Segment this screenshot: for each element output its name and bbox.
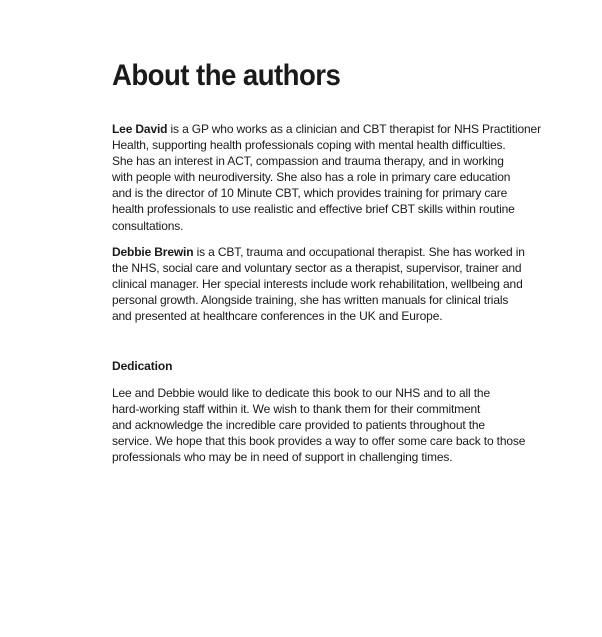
dedication-text [112,385,544,465]
dedication-line: professionals who may be in need of support in challenging times. [112,450,453,465]
bio-line-text: is a CBT, trauma and occupational therapist. She has worked in [193,245,525,259]
dedication-line: Lee and Debbie would like to dedicate this book to our NHS and to all the [112,386,490,400]
bio-line: consultations. [112,218,184,233]
author-name: Debbie Brewin [112,245,194,259]
page-title: About the authors [112,59,341,92]
bio-line: and is the director of 10 Minute CBT, which provides training for primary care [112,186,508,201]
bio-line: health professionals to use realistic and effective brief CBT skills within routine [112,202,515,217]
dedication-line: hard-working staff within it. We wish to thank them for their commitment [112,402,481,417]
bio-line: with people with neurodiversity. She also has a role in primary care education [112,170,511,185]
bio-line-text: is a GP who works as a clinician and CBT therapist for NHS Practitioner [167,122,541,136]
dedication-heading: Dedication [112,359,173,373]
bio-line: the NHS, social care and voluntary sector as a therapist, supervisor, trainer and [112,261,522,276]
bio-line: She has an interest in ACT, compassion and trauma therapy, and in working [112,154,504,169]
bio-line: and presented at healthcare conferences in the UK and Europe. [112,309,443,324]
dedication-line: and acknowledge the incredible care provided to patients throughout the [112,418,485,433]
author-name: Lee David [112,122,168,136]
bio-line: Health, supporting health professionals coping with mental health difficulties. [112,138,506,153]
bio-line: clinical manager. Her special interests include work rehabilitation, wellbeing and [112,277,523,292]
dedication-line: service. We hope that this book provides a way to offer some care back to those [112,434,526,449]
author-bio-lee-david [112,121,544,234]
bio-line: personal growth. Alongside training, she has written manuals for clinical trials [112,293,509,308]
bio-line [112,121,544,137]
bio-line [112,244,544,260]
author-bio-debbie-brewin [112,244,544,324]
